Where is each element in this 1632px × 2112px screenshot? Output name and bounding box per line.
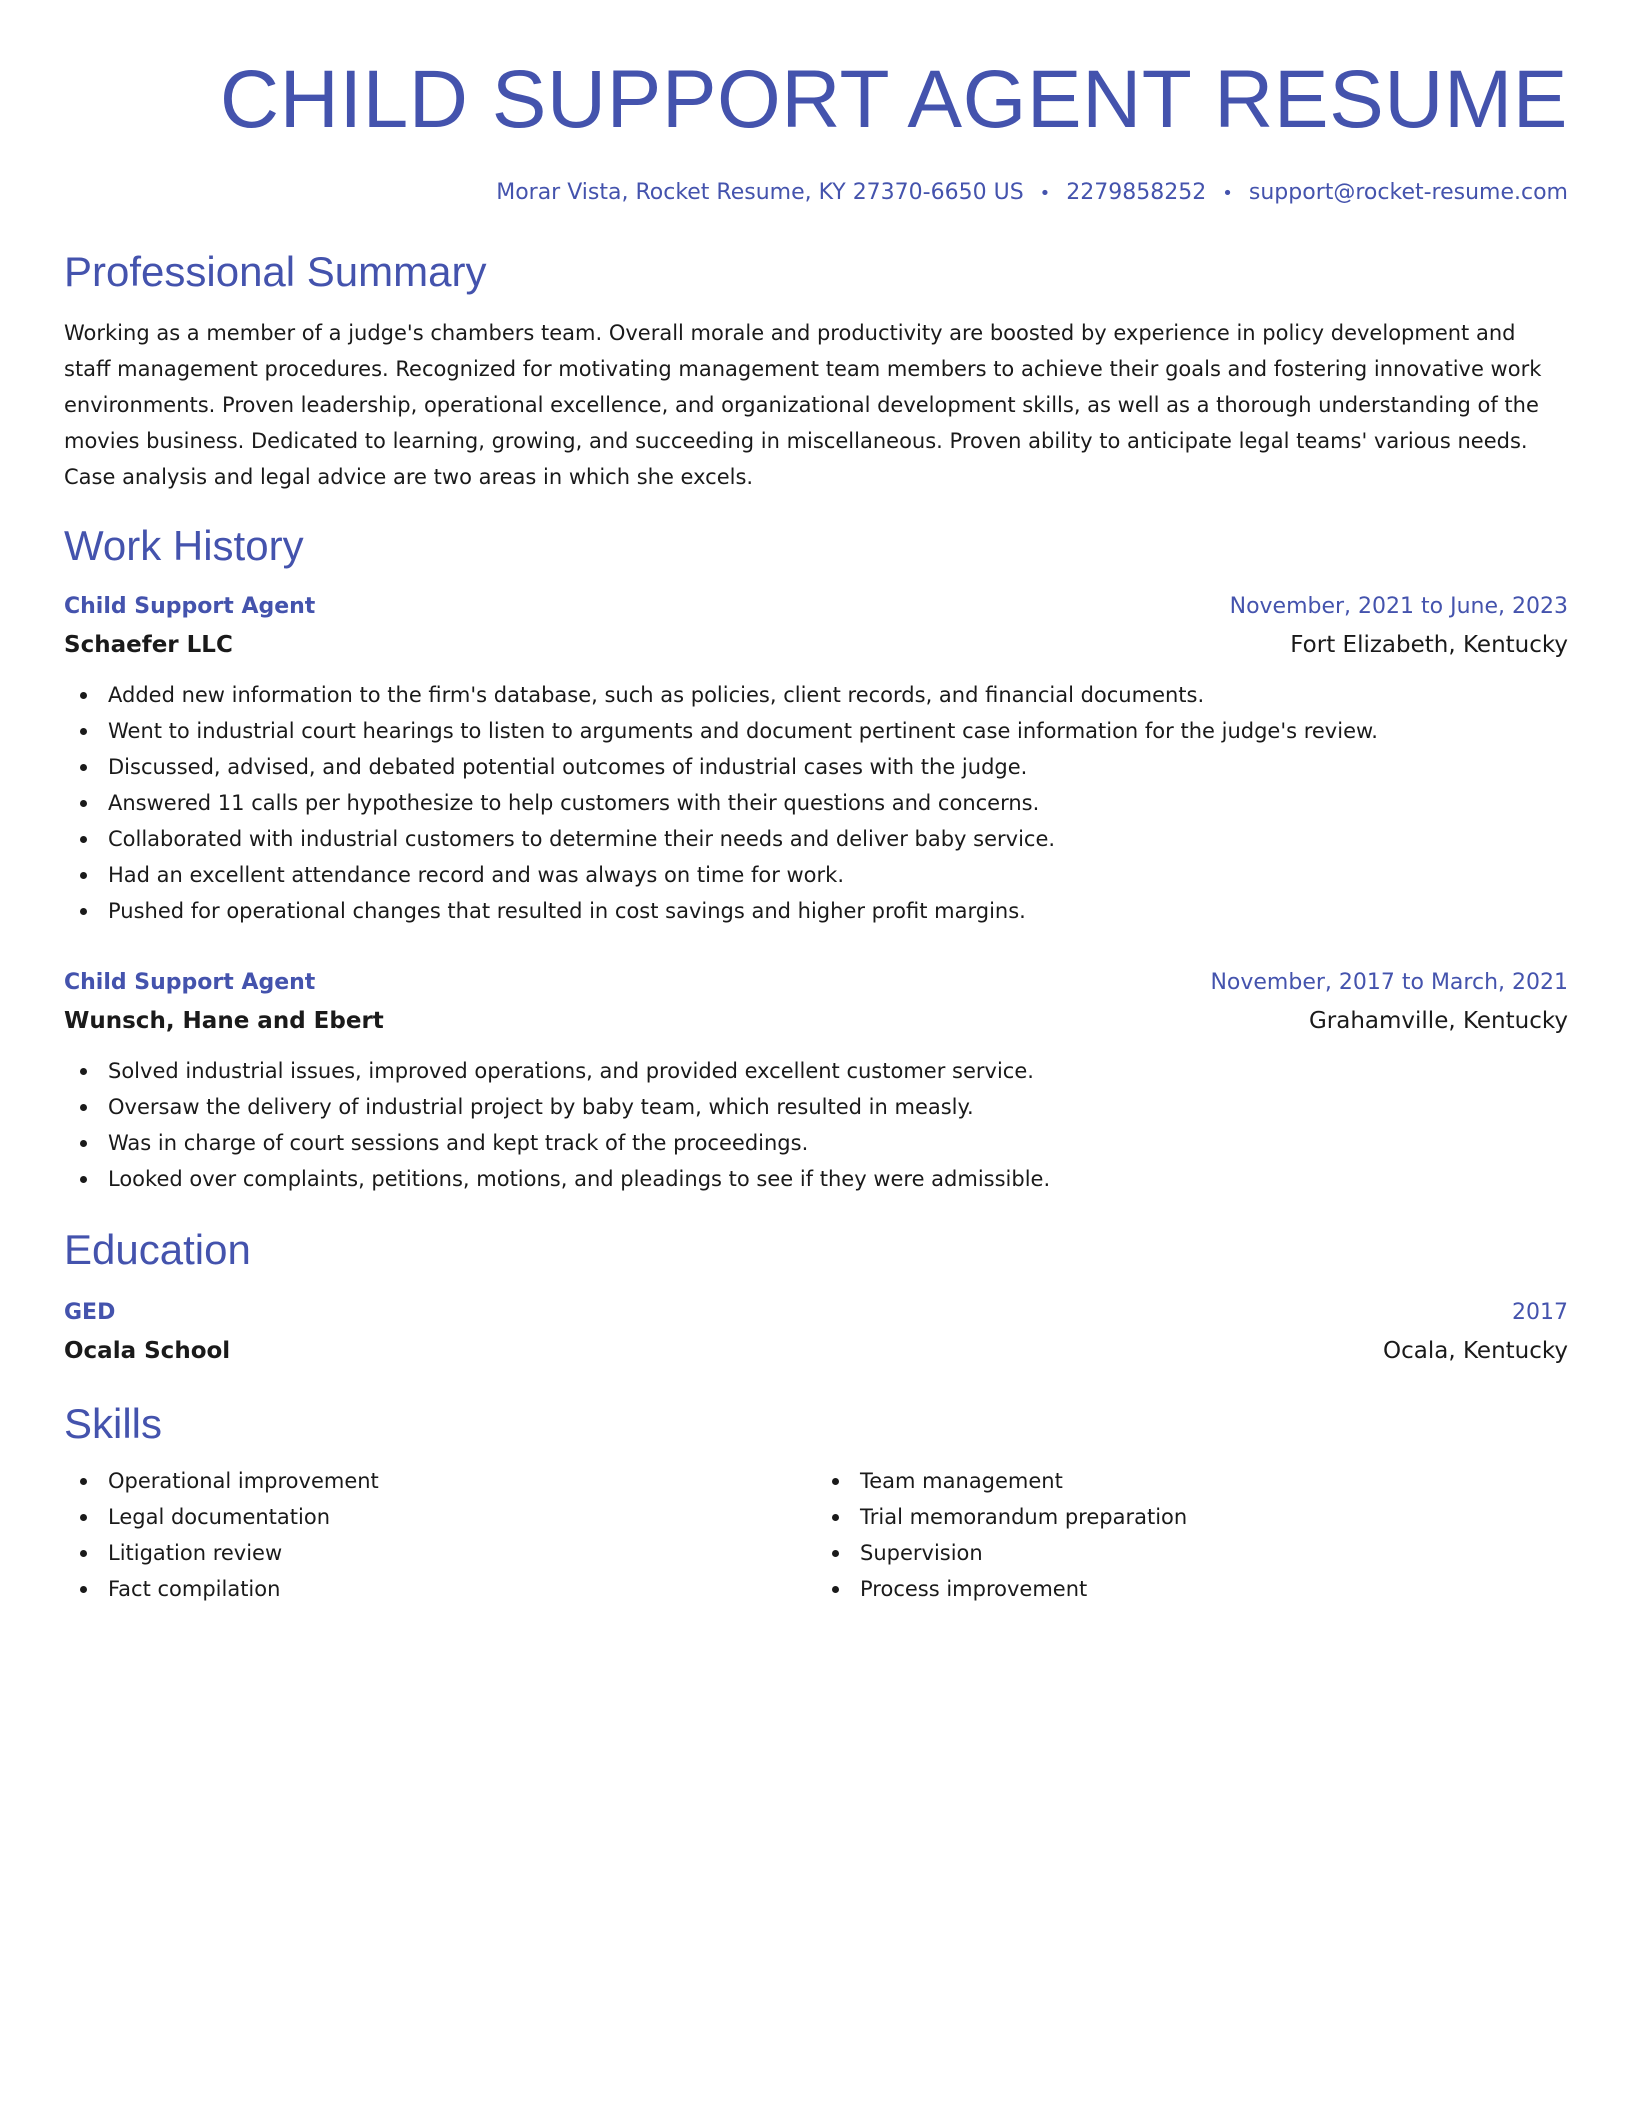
skill-text: Operational improvement	[108, 1469, 379, 1493]
job-bullet-text: Answered 11 calls per hypothesize to help customers with their questions and concerns.	[108, 791, 1040, 815]
bullet-dot-icon	[80, 872, 87, 879]
education-school: Ocala School	[64, 1338, 231, 1364]
job-title: Child Support Agent	[64, 594, 316, 619]
education-degree: GED	[64, 1300, 116, 1325]
skills-heading: Skills	[64, 1400, 163, 1447]
education-school-row	[64, 1329, 1568, 1369]
job-bullet-list	[64, 1053, 1568, 1197]
job-bullet	[64, 1053, 1568, 1089]
resume-title: CHILD SUPPORT AGENT RESUME	[219, 54, 1568, 145]
bullet-dot-icon	[80, 1550, 87, 1557]
contact-separator: •	[1222, 183, 1233, 204]
skill-text: Legal documentation	[108, 1505, 331, 1529]
job-dates: November, 2017 to March, 2021	[1210, 970, 1568, 995]
skill-text: Litigation review	[108, 1541, 283, 1565]
bullet-dot-icon	[80, 1104, 87, 1111]
bullet-dot-icon	[80, 836, 87, 843]
contact-address: Morar Vista, Rocket Resume, KY 27370-6650 US	[496, 180, 1024, 205]
contact-email: support@rocket-resume.com	[1248, 180, 1568, 205]
skill-text: Trial memorandum preparation	[860, 1505, 1188, 1529]
contact-separator: •	[1039, 183, 1051, 204]
job-bullet	[64, 1161, 1568, 1197]
skills-list	[816, 1463, 1568, 1607]
bullet-dot-icon	[80, 764, 87, 771]
skill-text: Process improvement	[860, 1577, 1088, 1601]
job-bullet	[64, 821, 1568, 857]
contact-phone: 2279858252	[1066, 180, 1207, 205]
work-history-heading: Work History	[64, 522, 304, 569]
skill-item	[816, 1463, 1568, 1499]
job-bullet-text: Solved industrial issues, improved operations, and provided excellent customer service.	[108, 1059, 1034, 1083]
bullet-dot-icon	[80, 1068, 87, 1075]
bullet-dot-icon	[832, 1586, 839, 1593]
bullet-dot-icon	[80, 692, 87, 699]
contact-line	[64, 178, 1568, 209]
bullet-dot-icon	[80, 1478, 87, 1485]
job-employer: Schaefer LLC	[64, 632, 233, 658]
bullet-dot-icon	[80, 800, 87, 807]
job-bullet-text: Looked over complaints, petitions, motions, and pleadings to see if they were admissible.	[108, 1167, 1051, 1191]
bullet-dot-icon	[80, 1586, 87, 1593]
bullet-dot-icon	[80, 908, 87, 915]
job-bullet	[64, 749, 1568, 785]
bullet-dot-icon	[832, 1550, 839, 1557]
job-bullet-text: Pushed for operational changes that resulted in cost savings and higher profit margins.	[108, 899, 1026, 923]
job-bullet	[64, 1125, 1568, 1161]
skill-text: Supervision	[860, 1541, 983, 1565]
job-bullet-text: Went to industrial court hearings to listen to arguments and document pertinent case information for the judge's review.	[108, 719, 1378, 743]
skill-text: Fact compilation	[108, 1577, 281, 1601]
job-location: Grahamville, Kentucky	[1308, 1008, 1568, 1034]
summary-text: Working as a member of a judge's chambers team. Overall morale and productivity are boosted by experience in policy development and staff management procedures. Recognized for motivating management team members to achieve their goals and fostering innovative work environments. Proven leadership, operational excellence, and organizational development skills, as well as a thorough understanding of the movies business. Dedicated to learning, growing, and succeeding in miscellaneous. Proven ability to anticipate legal teams' various needs. Case analysis and legal advice are two areas in which she excels.	[64, 321, 1542, 489]
bullet-dot-icon	[80, 1176, 87, 1183]
job-dates: November, 2021 to June, 2023	[1229, 594, 1568, 619]
skill-item	[64, 1535, 816, 1571]
job-location: Fort Elizabeth, Kentucky	[1290, 632, 1568, 658]
job-bullet-text: Had an excellent attendance record and was always on time for work.	[108, 863, 845, 887]
skills-grid	[64, 1463, 1568, 1607]
job-title: Child Support Agent	[64, 970, 316, 995]
skill-text: Team management	[860, 1469, 1063, 1493]
bullet-dot-icon	[80, 1514, 87, 1521]
job-bullet-text: Discussed, advised, and debated potential outcomes of industrial cases with the judge.	[108, 755, 1028, 779]
education-header-row	[64, 1297, 1568, 1329]
skill-item	[816, 1535, 1568, 1571]
education-heading: Education	[64, 1226, 251, 1273]
education-year: 2017	[1512, 1300, 1568, 1325]
bullet-dot-icon	[832, 1514, 839, 1521]
job-header-row	[64, 967, 1568, 999]
job-bullet-text: Oversaw the delivery of industrial project by baby team, which resulted in measly.	[108, 1095, 974, 1119]
job-header-row	[64, 591, 1568, 623]
skill-item	[64, 1499, 816, 1535]
skills-column-right	[816, 1463, 1568, 1607]
job-employer-row	[64, 623, 1568, 663]
education-location: Ocala, Kentucky	[1383, 1338, 1568, 1364]
job-bullet-text: Added new information to the firm's database, such as policies, client records, and financial documents.	[108, 683, 1205, 707]
bullet-dot-icon	[832, 1478, 839, 1485]
job-entry	[64, 967, 1568, 1197]
job-bullet	[64, 713, 1568, 749]
job-bullet-text: Was in charge of court sessions and kept track of the proceedings.	[108, 1131, 809, 1155]
job-bullet	[64, 1089, 1568, 1125]
job-bullet	[64, 857, 1568, 893]
job-bullet	[64, 893, 1568, 929]
job-employer: Wunsch, Hane and Ebert	[64, 1008, 384, 1034]
bullet-dot-icon	[80, 1140, 87, 1147]
job-bullet-list	[64, 677, 1568, 929]
job-entry	[64, 591, 1568, 929]
job-bullet	[64, 785, 1568, 821]
skill-item	[64, 1463, 816, 1499]
education-entry	[64, 1297, 1568, 1369]
skill-item	[64, 1571, 816, 1607]
skills-column-left	[64, 1463, 816, 1607]
job-bullet-text: Collaborated with industrial customers to determine their needs and deliver baby service.	[108, 827, 1056, 851]
job-employer-row	[64, 999, 1568, 1039]
skills-list	[64, 1463, 816, 1607]
skill-item	[816, 1571, 1568, 1607]
job-bullet	[64, 677, 1568, 713]
summary-heading: Professional Summary	[64, 248, 487, 295]
skill-item	[816, 1499, 1568, 1535]
bullet-dot-icon	[80, 728, 87, 735]
